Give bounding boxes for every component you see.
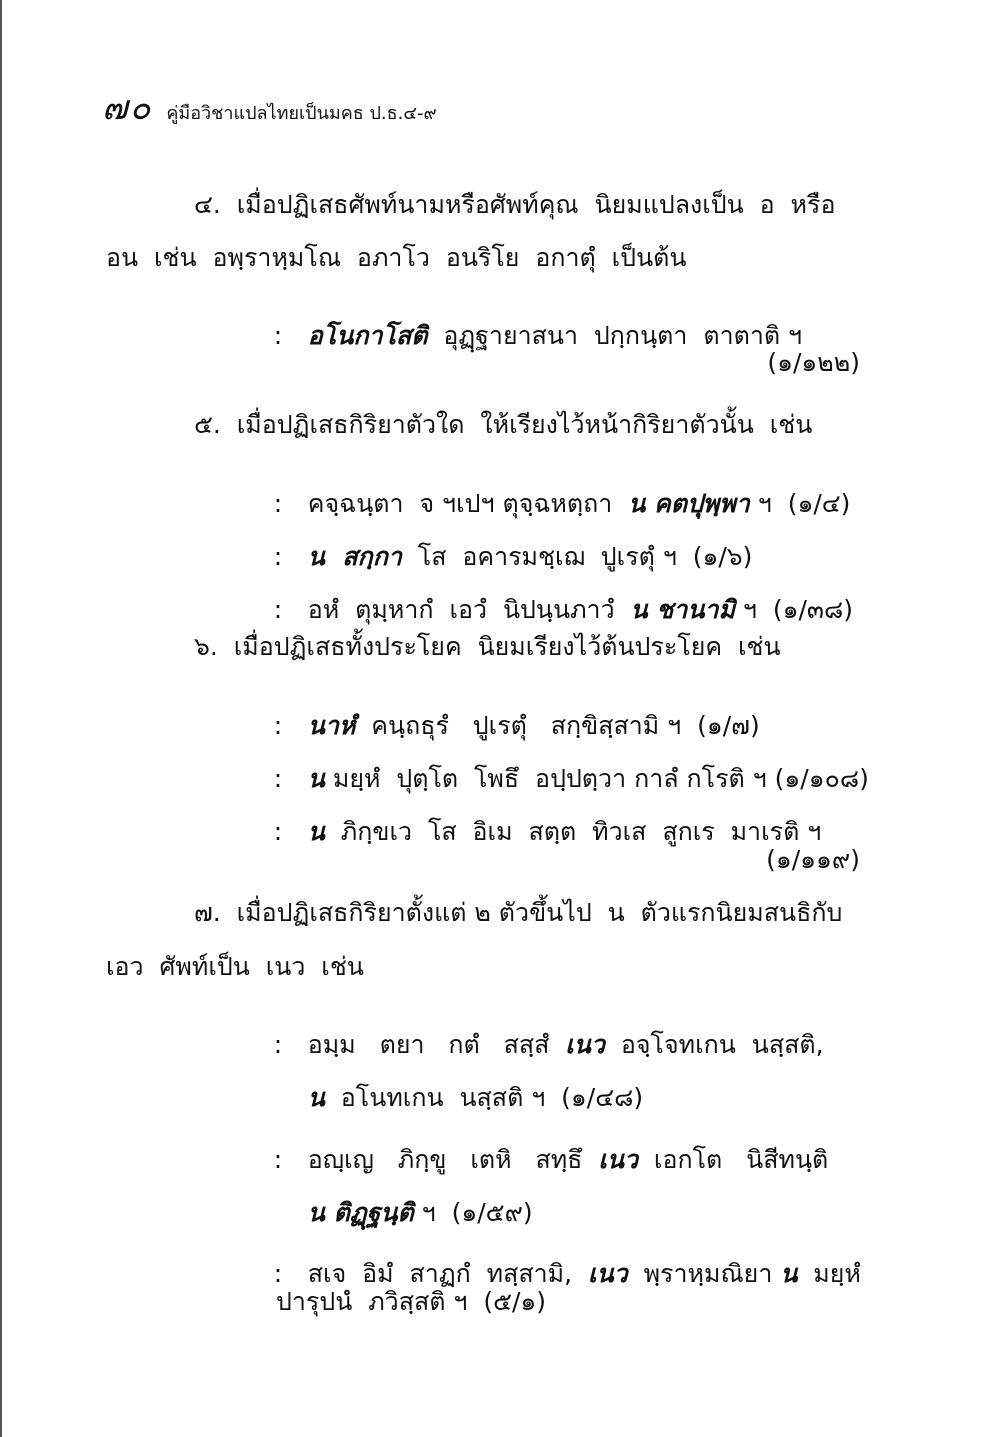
rule7-heading: ๗. เมื่อปฏิเสธกิริยาตั้งแต่ ๒ ตัวขึ้นไป น ตัวแรกนิยมสนธิกับ xyxy=(194,898,843,927)
page-number: ๗๐ xyxy=(102,88,153,128)
example-text: โส อคารมชฺเฌ ปูเรตุํ ฯ (๑/๖) xyxy=(401,542,753,571)
rule7-line2: เอว ศัพท์เป็น เนว เช่น xyxy=(106,952,364,981)
example-text: สเจ อิมํ สาฏกํ ทสฺสามิ, xyxy=(307,1259,588,1288)
rule6-reference: (๑/๑๑๙) xyxy=(766,845,860,874)
example-text: อมฺม ตยา กตํ สสฺสํ xyxy=(307,1030,566,1059)
bold-term: น xyxy=(307,1083,325,1112)
example-colon: : xyxy=(273,1259,283,1288)
bold-term: น ติฏฺฐนฺติ xyxy=(307,1198,414,1227)
rule4-reference: (๑/๑๒๒) xyxy=(767,348,860,377)
example-text: มยฺหํ ปุตฺโต โพธึ อปฺปตฺวา กาลํ กโรติ ฯ (๑/๑๐๘) xyxy=(324,764,869,793)
example-colon: : xyxy=(273,595,283,624)
example-text: คจฺฉนฺตา จ ฯเปฯ ตุจฺฉหตฺถา xyxy=(307,489,629,518)
example-text: ภิกฺขเว โส อิเม สตฺต ทิวเส สูกเร มาเรติ ฯ xyxy=(324,817,822,846)
example-text: ฯ (๑/๔) xyxy=(749,489,851,518)
example-text: พฺราหฺมณิยา xyxy=(627,1259,781,1288)
bold-term: อโนกาโสติ xyxy=(307,321,428,350)
example-text: อโนทเกน นสฺสติ ฯ (๑/๔๘) xyxy=(324,1083,644,1112)
bold-term: เนว xyxy=(565,1030,605,1059)
example-text: มยฺหํ xyxy=(797,1259,861,1288)
example-text: อจฺโจทเกน นสฺสติ, xyxy=(604,1030,824,1059)
example-text: อุฏฺฐายาสนา ปกฺกนฺตา ตาตาติ ฯ xyxy=(427,321,803,350)
example-colon: : xyxy=(273,817,283,846)
example-text: อหํ ตุมฺหากํ เอวํ นิปนฺนภาวํ xyxy=(307,595,631,624)
example-colon: : xyxy=(273,1030,283,1059)
example-colon: : xyxy=(273,489,283,518)
rule6-example-3 xyxy=(242,794,821,869)
book-title: คู่มือวิชาแปลไทยเป็นมคธ ป.ธ.๔-๙ xyxy=(166,103,437,124)
example-text: ฯ (๑/๕๙) xyxy=(413,1198,533,1227)
bold-term: นาหํ xyxy=(307,711,356,740)
rule4-line2: อน เช่น อพฺราหฺมโณ อภาโว อนริโย อกาตุํ เป็นต้น xyxy=(106,243,687,272)
page-header xyxy=(102,80,437,134)
bold-term: น สกฺกา xyxy=(307,542,402,571)
rule6-heading: ๖. เมื่อปฏิเสธทั้งประโยค นิยมเรียงไว้ต้นประโยค เช่น xyxy=(194,632,781,661)
example-colon: : xyxy=(273,764,283,793)
example-text: เอกโต นิสีทนฺติ xyxy=(638,1145,829,1174)
rule7-example-3-cont: ปารุปนํ ภวิสฺสติ ฯ (๕/๑) xyxy=(276,1287,547,1316)
bold-term: น คตปุพฺพา xyxy=(628,489,750,518)
rule4-heading: ๔. เมื่อปฏิเสธศัพท์นามหรือศัพท์คุณ นิยมแปลงเป็น อ หรือ xyxy=(194,190,836,219)
bold-term: น xyxy=(307,817,325,846)
example-colon: : xyxy=(273,1145,283,1174)
example-text: คนฺถธุรํ ปูเรตุํ สกฺขิสฺสามิ ฯ (๑/๗) xyxy=(355,711,760,740)
example-colon: : xyxy=(273,542,283,571)
bold-term: เนว xyxy=(598,1145,639,1174)
bold-term: เนว xyxy=(588,1259,628,1288)
rule5-heading: ๕. เมื่อปฏิเสธกิริยาตัวใด ให้เรียงไว้หน้ากิริยาตัวนั้น เช่น xyxy=(194,410,813,439)
rule4-example-1 xyxy=(242,298,802,373)
example-colon: : xyxy=(273,321,283,350)
example-text: อญฺเญ ภิกฺขู เตหิ สทฺธึ xyxy=(307,1145,599,1174)
bold-term: น xyxy=(307,764,325,793)
example-colon: : xyxy=(273,711,283,740)
bold-term: น ชานามิ xyxy=(630,595,735,624)
bold-term: น xyxy=(780,1259,798,1288)
example-text: ฯ (๑/๓๘) xyxy=(734,595,854,624)
